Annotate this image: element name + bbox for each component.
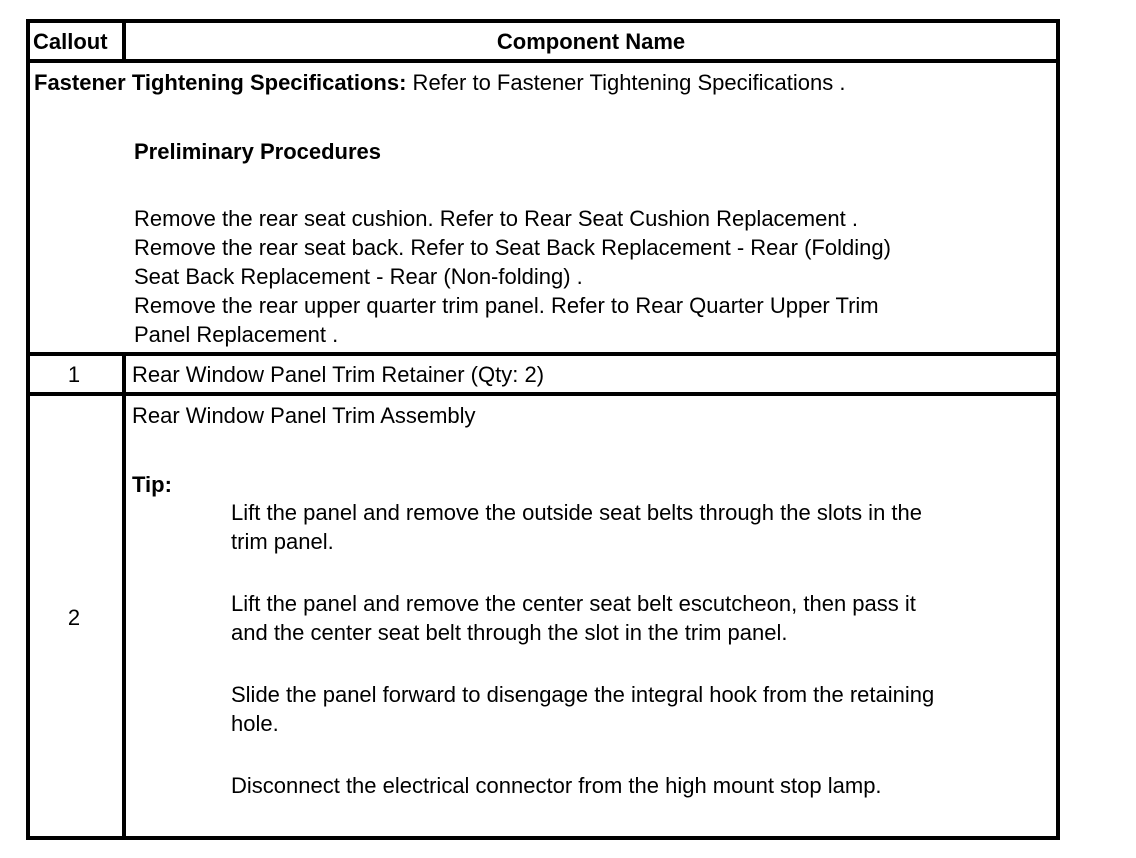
fastener-spec-label: Fastener Tightening Specifications: [34,70,407,95]
tip-line: trim panel. [231,529,334,554]
tip-line: hole. [231,711,279,736]
row-1-rule [26,392,1060,396]
fastener-spec-text: Refer to Fastener Tightening Specifications . [406,70,846,95]
tip-line: Lift the panel and remove the center seat belt escutcheon, then pass it [231,591,916,616]
row-1-component: Rear Window Panel Trim Retainer (Qty: 2) [132,362,545,387]
header-callout: Callout [33,29,108,54]
preliminary-line: Seat Back Replacement - Rear (Non-folding) . [134,264,583,289]
tip-line: Slide the panel forward to disengage the integral hook from the retaining [231,682,935,707]
preliminary-line: Remove the rear upper quarter trim panel. Refer to Rear Quarter Upper Trim [134,293,879,318]
tip-line: and the center seat belt through the slot in the trim panel. [231,620,788,645]
fastener-spec-line [34,68,845,97]
header-rule [26,59,1060,63]
row-1-callout: 1 [67,362,81,387]
tip-line: Disconnect the electrical connector from the high mount stop lamp. [231,773,882,798]
preliminary-heading: Preliminary Procedures [134,139,382,164]
tip-label: Tip: [132,472,172,497]
preliminary-line: Remove the rear seat cushion. Refer to Rear Seat Cushion Replacement . [134,206,858,231]
row-2-component: Rear Window Panel Trim Assembly [132,403,476,428]
tip-line: Lift the panel and remove the outside seat belts through the slots in the [231,500,923,525]
preliminary-rule [26,352,1060,356]
procedure-table [26,19,1060,840]
column-divider [122,352,126,840]
row-2-callout: 2 [67,605,81,630]
preliminary-line: Panel Replacement . [134,322,339,347]
preliminary-line: Remove the rear seat back. Refer to Seat Back Replacement - Rear (Folding) [134,235,891,260]
header-component-name: Component Name [496,29,686,54]
